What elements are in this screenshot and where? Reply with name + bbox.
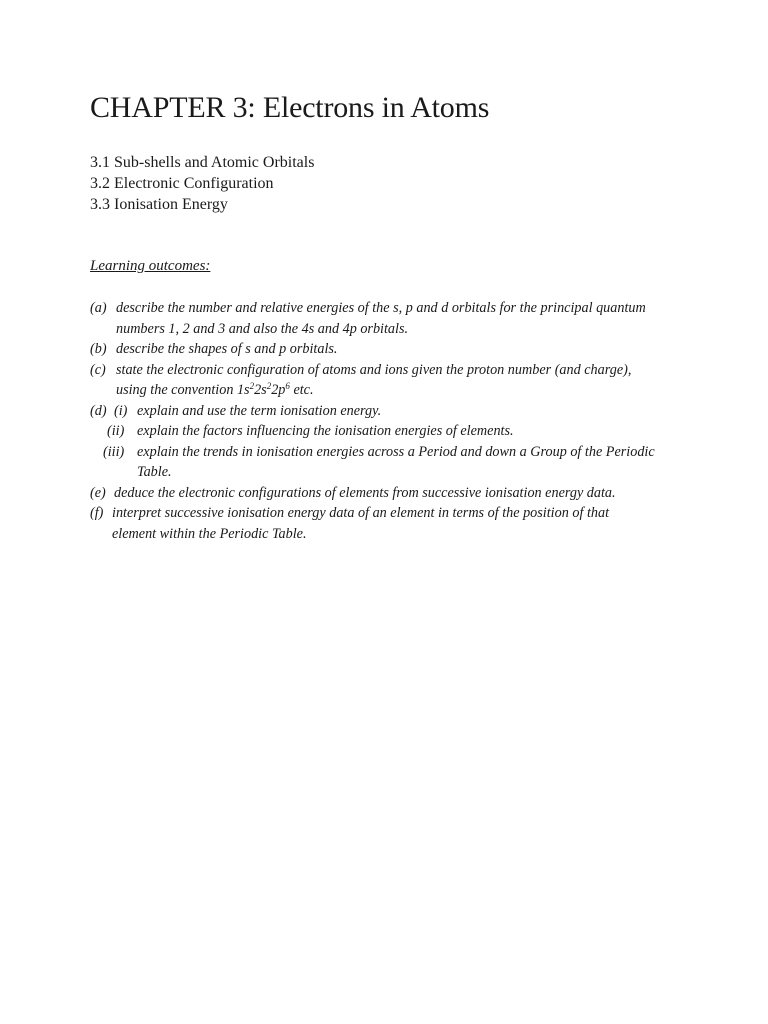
- outcome-label: (f): [90, 505, 104, 521]
- outcome-c-continued: [90, 380, 690, 401]
- outcome-text: explain the trends in ionisation energies across a Period and down a Group of the Periodic: [137, 443, 655, 460]
- outcome-e: [90, 483, 690, 504]
- learning-outcomes-heading: Learning outcomes:: [90, 258, 211, 274]
- outcome-label: (a): [90, 300, 107, 316]
- config-suffix: etc.: [289, 382, 314, 398]
- learning-outcomes-list: [90, 298, 690, 544]
- config-part: 2p: [271, 382, 286, 398]
- outcome-label: (e): [90, 484, 106, 501]
- outcome-text: explain and use the term ionisation energy.: [137, 402, 382, 419]
- outcome-b: [90, 339, 690, 360]
- outcome-text: interpret successive ionisation energy data of an element in terms of the position of that: [112, 505, 610, 521]
- outcome-a-continued: [90, 319, 690, 340]
- section-item: 3.1 Sub-shells and Atomic Orbitals: [90, 154, 315, 171]
- superscript: 2: [249, 381, 255, 391]
- outcome-text: Table.: [137, 464, 172, 480]
- outcome-text: state the electronic configuration of atoms and ions given the proton number (and charge),: [116, 361, 632, 378]
- outcome-text: element within the Periodic Table.: [112, 525, 307, 542]
- outcome-label: (b): [90, 341, 107, 357]
- sub-outcome-label: (ii): [107, 423, 125, 439]
- outcome-c: [90, 360, 690, 381]
- chapter-title: CHAPTER 3: Electrons in Atoms: [90, 91, 490, 124]
- outcome-a: [90, 298, 690, 319]
- section-list: [90, 152, 314, 215]
- outcome-text: explain the factors influencing the ionisation energies of elements.: [137, 423, 514, 439]
- sub-outcome-label: (i): [114, 402, 128, 419]
- outcome-f-continued: [90, 524, 690, 545]
- outcome-d-i: [90, 401, 690, 422]
- section-item: 3.3 Ionisation Energy: [90, 196, 228, 213]
- outcome-text: deduce the electronic configurations of elements from successive ionisation energy data.: [114, 484, 616, 501]
- superscript: 6: [285, 381, 290, 391]
- outcome-d-iii: [90, 442, 690, 463]
- electron-configuration-text: [116, 380, 314, 401]
- outcome-label: (d): [90, 402, 107, 419]
- outcome-text: numbers 1, 2 and 3 and also the 4s and 4p orbitals.: [116, 320, 409, 337]
- outcome-text: describe the shapes of s and p orbitals.: [116, 341, 338, 357]
- sub-outcome-label: (iii): [103, 443, 125, 460]
- config-prefix: using the convention 1s: [116, 382, 250, 398]
- superscript: 2: [266, 381, 272, 391]
- outcome-d-iii-continued: [90, 462, 690, 483]
- outcome-f: [90, 503, 690, 524]
- outcome-d-ii: [90, 421, 690, 442]
- config-part: 2s: [254, 382, 267, 398]
- outcome-label: (c): [90, 361, 106, 378]
- outcome-text: describe the number and relative energies of the s, p and d orbitals for the principal quantum: [116, 300, 646, 316]
- section-item: 3.2 Electronic Configuration: [90, 175, 274, 192]
